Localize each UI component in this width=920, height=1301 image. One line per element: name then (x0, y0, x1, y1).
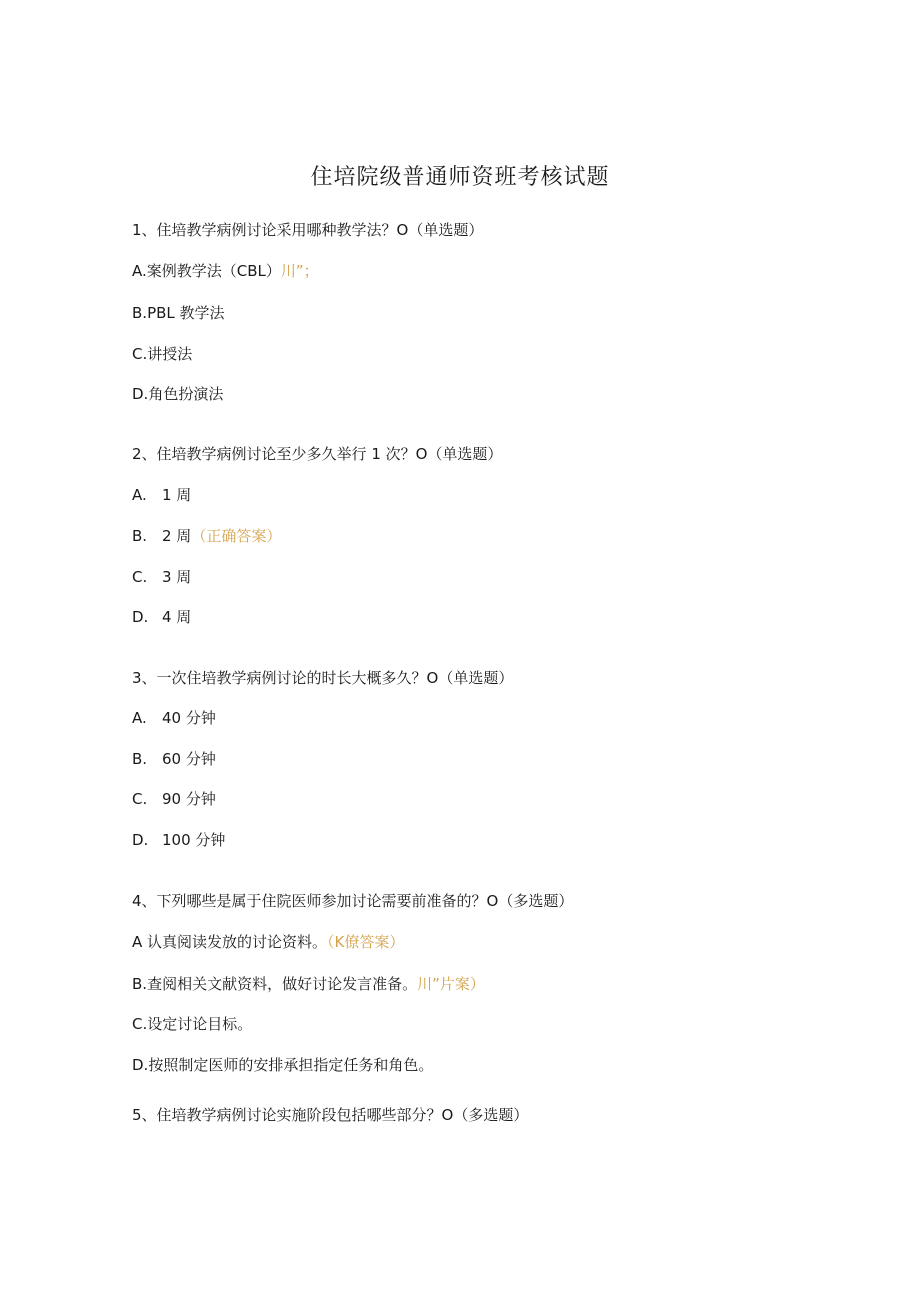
option (132, 566, 191, 588)
option-text: 角色扮演法 (148, 385, 224, 403)
option (132, 707, 216, 729)
option (132, 302, 225, 324)
option-letter: A (132, 933, 148, 951)
option-letter: D. (132, 608, 149, 626)
option (132, 1013, 252, 1035)
option (132, 606, 191, 628)
question-stem: 1、住培教学病例讨论采用哪种教学法？O（单选题） (132, 221, 484, 239)
question-stem: 5、住培教学病例讨论实施阶段包括哪些部分？O（多选题） (132, 1106, 529, 1124)
option-letter: C. (132, 790, 148, 808)
option (132, 788, 216, 810)
page-title: 住培院级普通师资班考核试题 (310, 165, 610, 190)
option-text: 设定讨论目标。 (147, 1015, 253, 1033)
question-stem: 4、下列哪些是属于住院医师参加讨论需要前准备的？O（多选题） (132, 892, 574, 910)
option-letter: D. (132, 385, 149, 403)
option (132, 829, 225, 851)
option-letter: A. (132, 486, 147, 504)
option (132, 973, 485, 995)
option-letter: C. (132, 1015, 148, 1033)
question-stem: 2、住培教学病例讨论至少多久举行 1 次？O（单选题） (132, 445, 503, 463)
option-letter: A. (132, 262, 147, 280)
option (132, 484, 191, 506)
option-letter: B. (132, 304, 148, 322)
answer-note: （正确答案） (191, 527, 282, 545)
option (132, 343, 192, 365)
option-text: 40 分钟 (162, 709, 216, 727)
option (132, 260, 319, 282)
option-text: 4 周 (162, 608, 192, 626)
answer-note: 川”； (280, 262, 319, 280)
option-letter: A. (132, 709, 147, 727)
option-text: 案例教学法（CBL） (146, 262, 281, 280)
option-letter: D. (132, 831, 149, 849)
option (132, 383, 223, 405)
option-text: 查阅相关文献资料，做好讨论发言准备。 (147, 975, 418, 993)
option-text: 认真阅读发放的讨论资料。 (147, 933, 328, 951)
option-letter: C. (132, 568, 148, 586)
answer-note: （K僚答案） (327, 933, 405, 951)
option-text: 讲授法 (147, 345, 193, 363)
option-text: 90 分钟 (162, 790, 216, 808)
option (132, 748, 216, 770)
option-text: PBL 教学法 (147, 304, 225, 322)
option-text: 1 周 (162, 486, 192, 504)
option-text: 3 周 (162, 568, 192, 586)
question-stem: 3、一次住培教学病例讨论的时长大概多久？O（单选题） (132, 669, 514, 687)
option-letter: B. (132, 527, 148, 545)
option (132, 931, 404, 953)
option-letter: C. (132, 345, 148, 363)
option-text: 2 周 (162, 527, 192, 545)
option (132, 1054, 433, 1076)
option-text: 60 分钟 (162, 750, 216, 768)
option-letter: B. (132, 975, 148, 993)
option-letter: B. (132, 750, 148, 768)
answer-note: 川”片案） (417, 975, 485, 993)
option-letter: D. (132, 1056, 149, 1074)
option (132, 525, 281, 547)
option-text: 100 分钟 (162, 831, 226, 849)
option-text: 按照制定医师的安排承担指定任务和角色。 (148, 1056, 434, 1074)
